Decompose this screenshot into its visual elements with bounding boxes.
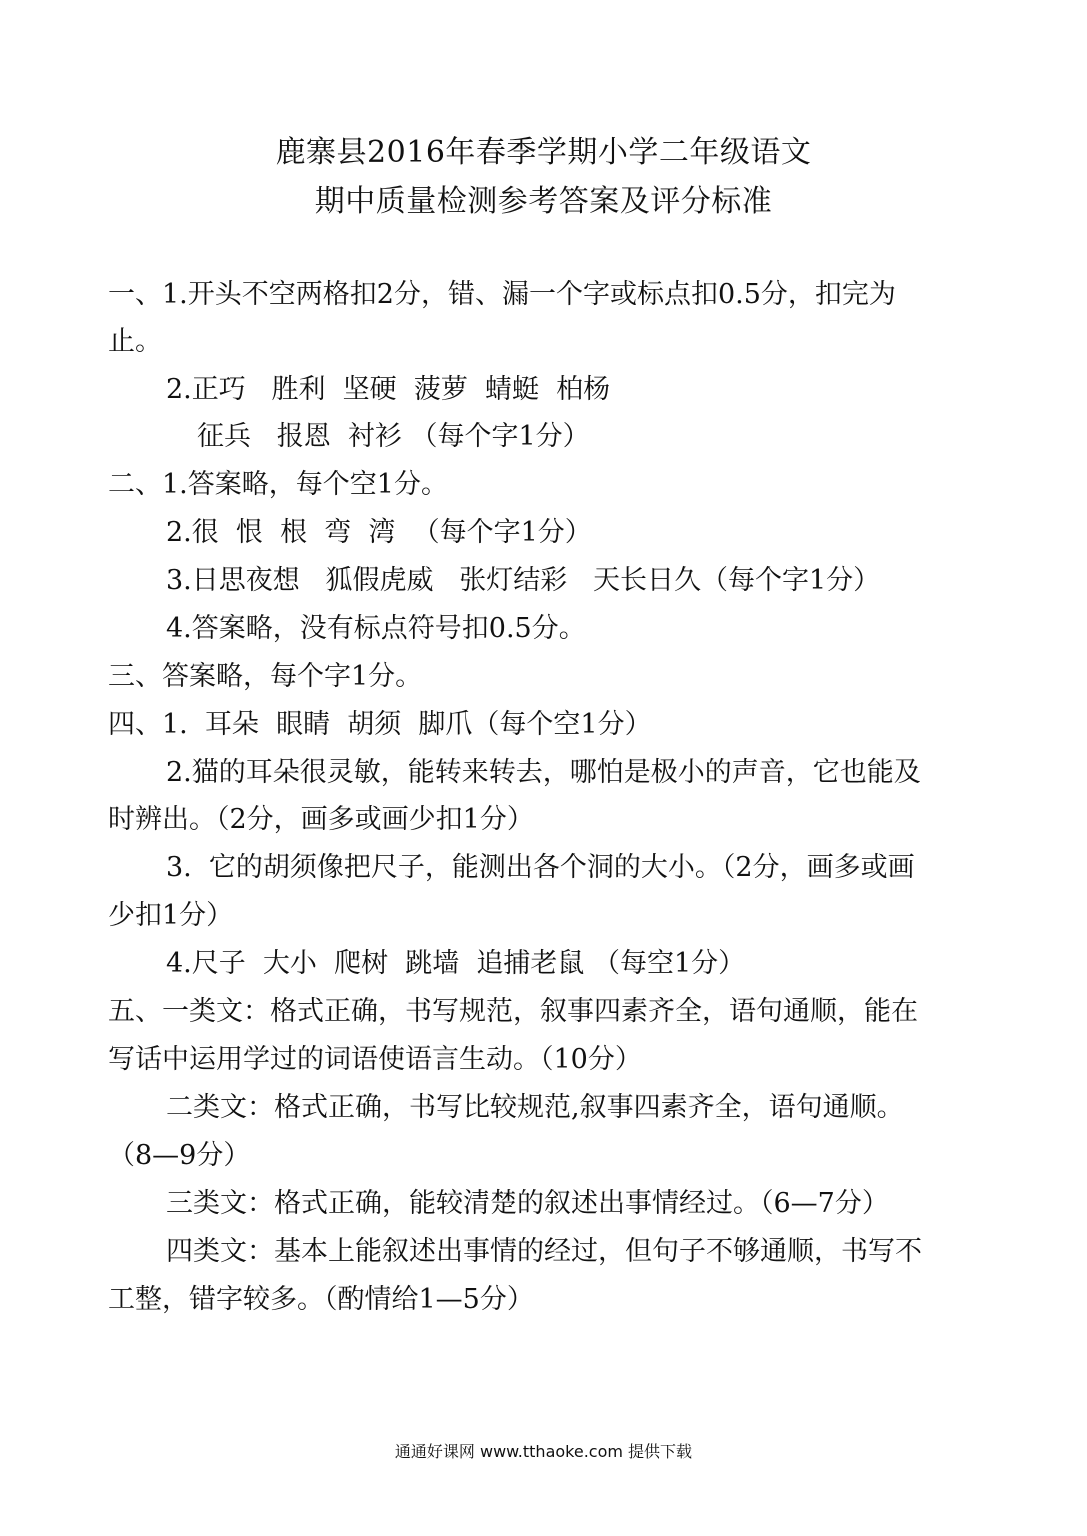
answer-line: 2.很 恨 根 弯 湾 （每个字1分） <box>166 517 592 548</box>
answer-line: 3. 它的胡须像把尺子，能测出各个洞的大小。（2分，画多或画 <box>166 852 915 883</box>
answer-line: 少扣1分） <box>108 900 234 931</box>
answer-line: 二类文：格式正确，书写比较规范,叙事四素齐全，语句通顺。 <box>166 1092 904 1123</box>
answer-line: 四、1. 耳朵 眼睛 胡须 脚爪（每个空1分） <box>108 709 652 740</box>
answer-line: 工整，错字较多。（酌情给1—5分） <box>108 1284 534 1315</box>
answer-line: 四类文：基本上能叙述出事情的经过，但句子不够通顺，书写不 <box>166 1236 922 1267</box>
answer-line: 2.猫的耳朵很灵敏，能转来转去，哪怕是极小的声音，它也能及 <box>166 757 921 788</box>
answer-line: 4.尺子 大小 爬树 跳墙 追捕老鼠 （每空1分） <box>166 948 746 979</box>
answer-line: 4.答案略，没有标点符号扣0.5分。 <box>166 613 586 644</box>
page-footer: 通通好课网 www.tthaoke.com 提供下载 <box>394 1442 693 1461</box>
answer-line: 二、1.答案略，每个空1分。 <box>108 469 448 500</box>
answer-line: 2.正巧 胜利 坚硬 菠萝 蜻蜓 柏杨 <box>166 374 611 405</box>
document-title-line-1: 鹿寨县2016年春季学期小学二年级语文 <box>275 135 812 170</box>
answer-line: 五、一类文：格式正确，书写规范，叙事四素齐全，语句通顺，能在 <box>108 996 918 1027</box>
answer-line: 三、答案略，每个字1分。 <box>108 661 423 692</box>
answer-line: 时辨出。（2分，画多或画少扣1分） <box>108 804 534 835</box>
answer-line: （8—9分） <box>108 1140 251 1171</box>
answer-line: 一、1.开头不空两格扣2分，错、漏一个字或标点扣0.5分，扣完为 <box>108 279 896 310</box>
answer-line: 征兵 报恩 衬衫 （每个字1分） <box>197 421 590 452</box>
answer-line: 止。 <box>108 326 162 357</box>
document-title-line-2: 期中质量检测参考答案及评分标准 <box>314 184 773 219</box>
answer-line: 3.日思夜想 狐假虎威 张灯结彩 天长日久（每个字1分） <box>166 565 881 596</box>
answer-line: 三类文：格式正确，能较清楚的叙述出事情经过。（6—7分） <box>166 1188 889 1219</box>
answer-line: 写话中运用学过的词语使语言生动。（10分） <box>108 1044 642 1075</box>
